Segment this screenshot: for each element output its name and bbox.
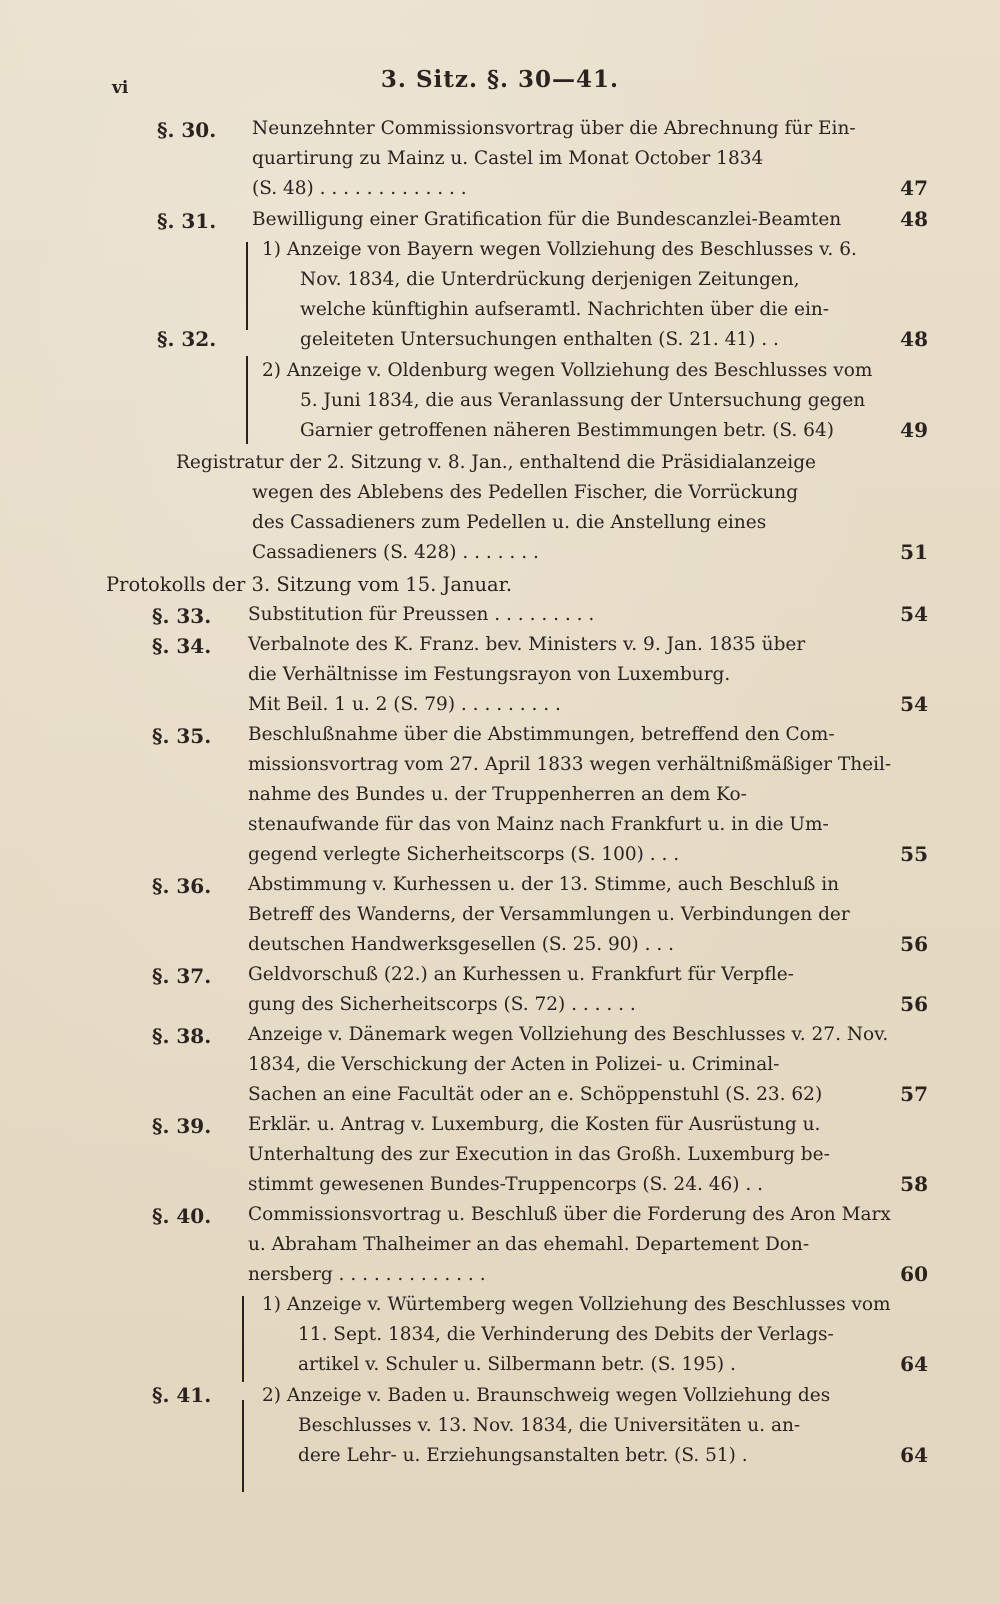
page-reference: 54: [900, 692, 928, 716]
entry-line: gung des Sicherheitscorps (S. 72) . . . . . .: [248, 994, 636, 1015]
section-number: §. 33.: [152, 604, 212, 628]
page-reference: 49: [900, 418, 928, 442]
entry-line: Beschlusses v. 13. Nov. 1834, die Universitäten u. an-: [298, 1415, 801, 1436]
section-number: §. 40.: [152, 1204, 212, 1228]
entry-line: 1) Anzeige v. Würtemberg wegen Vollziehung des Beschlusses vom: [262, 1294, 891, 1315]
entry-line: Garnier getroffenen näheren Bestimmungen betr. (S. 64): [300, 420, 834, 441]
page-reference: 57: [900, 1082, 928, 1106]
entry-line: Unterhaltung des zur Execution in das Großh. Luxemburg be-: [248, 1144, 830, 1165]
entry-line: Betreff des Wanderns, der Versammlungen u. Verbindungen der: [248, 904, 850, 925]
page-reference: 64: [900, 1443, 928, 1467]
brace: [242, 1296, 244, 1382]
section-heading: Protokolls der 3. Sitzung vom 15. Januar.: [106, 573, 513, 596]
entry-line: (S. 48) . . . . . . . . . . . . .: [252, 178, 467, 199]
entry-line: wegen des Ablebens des Pedellen Fischer, die Vorrückung: [252, 482, 799, 503]
entry-line: nahme des Bundes u. der Truppenherren an dem Ko-: [248, 784, 747, 805]
section-number: §. 39.: [152, 1114, 212, 1138]
entry-line: Bewilligung einer Gratification für die Bundescanzlei-Beamten: [252, 209, 842, 230]
page-reference: 64: [900, 1352, 928, 1376]
entry-line: quartirung zu Mainz u. Castel im Monat October 1834: [252, 148, 764, 169]
entry-line: 2) Anzeige v. Oldenburg wegen Vollziehung des Beschlusses vom: [262, 360, 873, 381]
section-number: §. 34.: [152, 634, 212, 658]
entry-line: dere Lehr- u. Erziehungsanstalten betr. (S. 51) .: [298, 1445, 748, 1466]
entry-line: geleiteten Untersuchungen enthalten (S. 21. 41) . .: [300, 329, 779, 350]
page-reference: 48: [900, 327, 928, 351]
entry-line: stimmt gewesenen Bundes-Truppencorps (S. 24. 46) . .: [248, 1174, 764, 1195]
entry-line: Commissionsvortrag u. Beschluß über die Forderung des Aron Marx: [248, 1204, 891, 1225]
entry-line: Registratur der 2. Sitzung v. 8. Jan., enthaltend die Präsidialanzeige: [176, 452, 816, 473]
page-title: 3. Sitz. §. 30—41.: [380, 66, 620, 93]
page-reference: 58: [900, 1172, 928, 1196]
entry-line: 11. Sept. 1834, die Verhinderung des Debits der Verlags-: [298, 1324, 834, 1345]
page-number-roman: vi: [112, 78, 129, 98]
page-reference: 47: [900, 176, 928, 200]
entry-line: deutschen Handwerksgesellen (S. 25. 90) . . .: [248, 934, 675, 955]
entry-line: artikel v. Schuler u. Silbermann betr. (S. 195) .: [298, 1354, 736, 1375]
brace: [246, 356, 248, 444]
page-reference: 54: [900, 602, 928, 626]
entry-line: u. Abraham Thalheimer an das ehemahl. Departement Don-: [248, 1234, 810, 1255]
entry-line: Neunzehnter Commissionsvortrag über die Abrechnung für Ein-: [252, 118, 856, 139]
entry-line: 1) Anzeige von Bayern wegen Vollziehung des Beschlusses v. 6.: [262, 239, 857, 260]
page-reference: 51: [900, 540, 928, 564]
page-reference: 48: [900, 207, 928, 231]
entry-line: Erklär. u. Antrag v. Luxemburg, die Kosten für Ausrüstung u.: [248, 1114, 821, 1135]
entry-line: Abstimmung v. Kurhessen u. der 13. Stimme, auch Beschluß in: [248, 874, 840, 895]
entry-line: Nov. 1834, die Unterdrückung derjenigen Zeitungen,: [300, 269, 800, 290]
page-reference: 60: [900, 1262, 928, 1286]
entry-line: Sachen an eine Facultät oder an e. Schöppenstuhl (S. 23. 62): [248, 1084, 823, 1105]
entry-line: Beschlußnahme über die Abstimmungen, betreffend den Com-: [248, 724, 835, 745]
entry-line: 1834, die Verschickung der Acten in Polizei- u. Criminal-: [248, 1054, 780, 1075]
entry-line: Substitution für Preussen . . . . . . . . .: [248, 604, 595, 625]
brace: [246, 242, 248, 330]
entry-line: stenaufwande für das von Mainz nach Frankfurt u. in die Um-: [248, 814, 829, 835]
section-number: §. 38.: [152, 1024, 212, 1048]
entry-line: Geldvorschuß (22.) an Kurhessen u. Frankfurt für Verpfle-: [248, 964, 794, 985]
page-reference: 56: [900, 992, 928, 1016]
entry-line: gegend verlegte Sicherheitscorps (S. 100) . . .: [248, 844, 680, 865]
entry-line: 2) Anzeige v. Baden u. Braunschweig wegen Vollziehung des: [262, 1385, 831, 1406]
entry-line: Verbalnote des K. Franz. bev. Ministers v. 9. Jan. 1835 über: [248, 634, 806, 655]
section-number: §. 32.: [157, 327, 217, 351]
entry-line: Cassadieners (S. 428) . . . . . . .: [252, 542, 539, 563]
entry-line: 5. Juni 1834, die aus Veranlassung der Untersuchung gegen: [300, 390, 866, 411]
entry-line: missionsvortrag vom 27. April 1833 wegen verhältnißmäßiger Theil-: [248, 754, 892, 775]
section-number: §. 35.: [152, 724, 212, 748]
section-number: §. 37.: [152, 964, 212, 988]
entry-line: welche künftighin aufseramtl. Nachrichten über die ein-: [300, 299, 830, 320]
entry-line: Mit Beil. 1 u. 2 (S. 79) . . . . . . . . .: [248, 694, 561, 715]
section-number: §. 36.: [152, 874, 212, 898]
entry-line: Anzeige v. Dänemark wegen Vollziehung des Beschlusses v. 27. Nov.: [248, 1024, 889, 1045]
entry-line: die Verhältnisse im Festungsrayon von Luxemburg.: [248, 664, 731, 685]
page-reference: 55: [900, 842, 928, 866]
section-number: §. 30.: [157, 118, 217, 142]
section-number: §. 31.: [157, 209, 217, 233]
section-number: §. 41.: [152, 1383, 212, 1407]
entry-line: nersberg . . . . . . . . . . . . .: [248, 1264, 486, 1285]
page-reference: 56: [900, 932, 928, 956]
entry-line: des Cassadieners zum Pedellen u. die Anstellung eines: [252, 512, 767, 533]
brace: [242, 1400, 244, 1492]
